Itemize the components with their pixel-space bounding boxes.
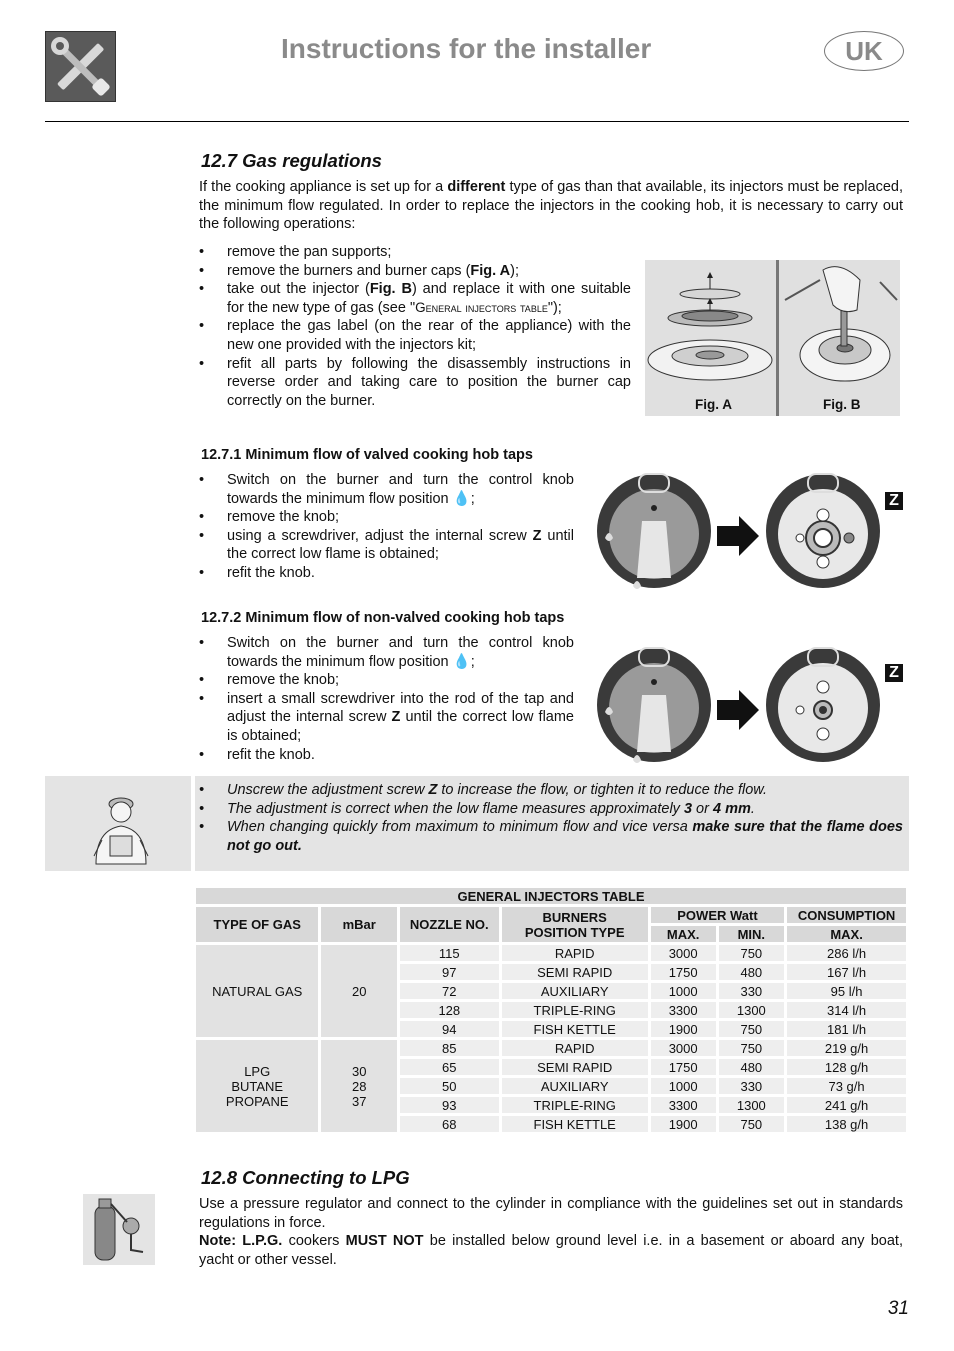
cell: 3000 [649,944,717,963]
gas-type-lpg: LPG BUTANE PROPANE [195,1039,320,1134]
cell: SEMI RAPID [500,1058,649,1077]
mbar-natural: 20 [320,944,399,1039]
gas-cylinder-icon [83,1194,155,1265]
cell: 1900 [649,1115,717,1134]
note-divider [191,776,195,871]
figure-valved-knob-adjustment [597,466,905,596]
cell: 1000 [649,982,717,1001]
valved-taps-steps [199,471,574,583]
list-item: • refit the knob. [199,746,574,765]
cell: 750 [717,1039,786,1058]
non-valved-taps-steps [199,634,574,764]
cell: 128 g/h [786,1058,908,1077]
table-row [195,944,908,963]
list-item: • refit the knob. [199,564,574,583]
mbar-lpg: 30 28 37 [320,1039,399,1134]
figure-non-valved-knob-adjustment [597,640,905,770]
list-item: • The adjustment is correct when the low flame measures approximately 3 or 4 mm. [199,800,903,819]
screw-z-label: Z [889,492,899,509]
cell: 314 l/h [786,1001,908,1020]
cell: 286 l/h [786,944,908,963]
cell: AUXILIARY [500,982,649,1001]
cell: 3300 [649,1096,717,1115]
list-item: • replace the gas label (on the rear of the appliance) with the new one provided with the injectors kit; [199,317,631,354]
cell: 1750 [649,963,717,982]
list-item: • Switch on the burner and turn the control knob towards the minimum flow position 💧; [199,634,574,671]
cell: 181 l/h [786,1020,908,1039]
general-injectors-table [193,885,909,1135]
section-heading-12-7: 12.7 Gas regulations [201,150,382,171]
cell: 138 g/h [786,1115,908,1134]
min-flame-icon: 💧 [452,653,471,670]
cell: SEMI RAPID [500,963,649,982]
list-item: • remove the knob; [199,671,574,690]
fig-a-caption: Fig. A [695,397,732,412]
cell: 1000 [649,1077,717,1096]
cell: 480 [717,1058,786,1077]
page-number: 31 [887,1298,909,1319]
list-item: • insert a small screwdriver into the rod of the tap and adjust the internal screw Z until the correct low flame is obtained; [199,690,574,746]
list-item: • When changing quickly from maximum to minimum flow and vice versa make sure that the flame does not go out. [199,818,903,855]
list-item: • remove the knob; [199,508,574,527]
cell: RAPID [500,1039,649,1058]
uk-badge: UK [824,31,904,71]
cell: 3300 [649,1001,717,1020]
list-item: • remove the pan supports; [199,243,631,262]
col-header-nozzle: NOZZLE NO. [399,906,501,944]
cell: RAPID [500,944,649,963]
section-heading-12-7-2: 12.7.2 Minimum flow of non-valved cooking hob taps [201,610,565,626]
cell: 750 [717,1115,786,1134]
cell: 128 [399,1001,501,1020]
table-title: GENERAL INJECTORS TABLE [195,887,908,906]
screw-z-label: Z [889,664,899,681]
cell: FISH KETTLE [500,1115,649,1134]
cell: 68 [399,1115,501,1134]
list-item: • Unscrew the adjustment screw Z to increase the flow, or tighten it to reduce the flow. [199,781,903,800]
cell: 95 l/h [786,982,908,1001]
table-row [195,1039,908,1058]
col-header-consumption-max: MAX. [786,925,908,944]
technician-icon [88,790,154,866]
col-header-consumption: CONSUMPTION [786,906,908,925]
col-header-power: POWER Watt [649,906,785,925]
col-header-power-min: MIN. [717,925,786,944]
cell: 72 [399,982,501,1001]
col-header-type: TYPE OF GAS [195,906,320,944]
list-item: • take out the injector (Fig. B) and replace it with one suitable for the new type of gas (see "General injectors table"); [199,280,631,317]
list-item: • Switch on the burner and turn the control knob towards the minimum flow position 💧; [199,471,574,508]
injector-removal-illustration [785,267,897,381]
cell: 1750 [649,1058,717,1077]
gas-type-natural: NATURAL GAS [195,944,320,1039]
cell: 73 g/h [786,1077,908,1096]
gas-regulations-intro: If the cooking appliance is set up for a different type of gas than that available, its injectors must be replaced, the minimum flow regulated. In order to replace the injectors in the cooking hob, it is necessary to carry out the following operations: [199,179,903,233]
cell: 85 [399,1039,501,1058]
figure-burner-disassembly [645,260,900,416]
cell: 65 [399,1058,501,1077]
section-heading-12-8: 12.8 Connecting to LPG [201,1167,410,1188]
cell: 93 [399,1096,501,1115]
col-header-mbar: mBar [320,906,399,944]
cell: 1900 [649,1020,717,1039]
cell: 1300 [717,1096,786,1115]
cell: FISH KETTLE [500,1020,649,1039]
list-item: • refit all parts by following the disassembly instructions in reverse order and taking care to position the burner cap correctly on the burner. [199,355,631,411]
cell: 750 [717,944,786,963]
section-heading-12-7-1: 12.7.1 Minimum flow of valved cooking hob taps [201,447,533,463]
cell: TRIPLE-RING [500,1096,649,1115]
burner-cap-illustration [648,272,772,380]
cell: 219 g/h [786,1039,908,1058]
list-item: • remove the burners and burner caps (Fig. A); [199,262,631,281]
list-item: • using a screwdriver, adjust the internal screw Z until the correct low flame is obtained; [199,527,574,564]
lpg-connection-text: Use a pressure regulator and connect to the cylinder in compliance with the guidelines set out in standards regulations in force. Note: L.P.G. cookers MUST NOT be installed below ground level i.e. in a basement or aboard any boat, yacht or other vessel. [199,1196,903,1268]
cell: 97 [399,963,501,982]
cell: 330 [717,1077,786,1096]
header-divider [45,121,909,122]
fig-b-caption: Fig. B [823,397,861,412]
cell: 1300 [717,1001,786,1020]
cell: 480 [717,963,786,982]
page-title: Instructions for the installer [281,33,652,64]
cell: 241 g/h [786,1096,908,1115]
adjustment-notes [199,781,903,855]
cell: 115 [399,944,501,963]
cell: 330 [717,982,786,1001]
gas-regulations-steps [199,243,631,410]
col-header-burner: BURNERS POSITION TYPE [500,906,649,944]
cell: 94 [399,1020,501,1039]
min-flame-icon: 💧 [452,490,471,507]
cell: 50 [399,1077,501,1096]
tools-logo-icon [45,31,116,102]
cell: 750 [717,1020,786,1039]
col-header-power-max: MAX. [649,925,717,944]
cell: AUXILIARY [500,1077,649,1096]
cell: 3000 [649,1039,717,1058]
cell: 167 l/h [786,963,908,982]
cell: TRIPLE-RING [500,1001,649,1020]
